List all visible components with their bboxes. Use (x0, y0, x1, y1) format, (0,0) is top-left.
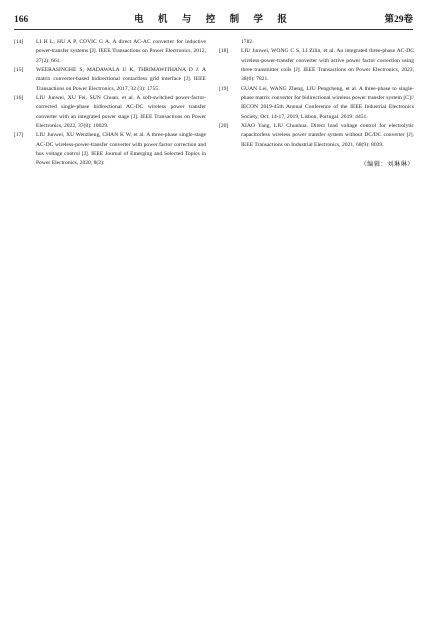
journal-title: 电 机 与 控 制 学 报 (134, 15, 293, 25)
reference-item (14, 66, 206, 94)
header-rule (14, 29, 413, 30)
right-column (219, 38, 414, 169)
reference-item (14, 131, 206, 168)
volume-label: 第29卷 (384, 15, 413, 25)
reference-text: LI H L, HU A P, COVIC G A. A direct AC-AC converter for inductive power-transfer systems [J]. IEEE Transactions on Power Electronics, 2012, 27(2): 661. (36, 39, 206, 64)
reference-text: GUAN Lei, WANG Zheng, LIU Pengcheng, et al. A three-phase to single-phase matrix converter for bidirectional wireless power transfer system [C]// IECON 2019-45th Annual Conference of the IEEE Industrial Electronics Society, Oct. 14-17, 2019, Lisbon, Portugal. 2019: 4451. (241, 85, 414, 120)
reference-item (219, 85, 414, 122)
reference-number: [18] (219, 48, 229, 55)
editor-note: （编辑：刘琳琳） (360, 161, 414, 169)
reference-number: [16] (14, 95, 24, 102)
reference-item (14, 38, 206, 66)
reference-text: LIU Junwei, WONG C S, LI Zilin, et al. An integrated three-phase AC-DC wireless-power-transfer converter with active power factor correction using three transmitter coils [J]. IEEE Transactions on Power Electronics, 2023, 38(6): 7821. (241, 48, 414, 83)
reference-number: [17] (14, 132, 24, 139)
page-number: 166 (14, 15, 29, 25)
reference-item (219, 122, 414, 150)
reference-number: [14] (14, 39, 24, 45)
reference-text: LIU Junwei, XU Wenzheng, CHAN K W, et al. A three-phase single-stage AC-DC wireless-power-transfer converter with power factor correction and bus voltage control [J]. IEEE Journal of Emerging and Selected Topics in Power Electronics, 2020, 8(2): (36, 132, 206, 167)
reference-continuation: 1782. (241, 39, 254, 45)
reference-item (219, 47, 414, 84)
reference-text: WEERASINGHE S, MADAWALA U K, THRIMAWITHANA D J. A matrix converter-based bidirectional contactless grid interface [J]. IEEE Transactions on Power Electronics, 2017, 32 (3): 1755. (36, 67, 206, 92)
reference-number: [19] (219, 85, 229, 92)
reference-text: LIU Junwei, XU Fei, SUN Chuan. et al. A soft-switched power-factor-corrected single-phase bidirectional AC-DC wireless power transfer converter with an integrated power stage [J]. IEEE Transactions on Power Electronics, 2022, 37(8): 10029. (36, 95, 206, 130)
page-header (14, 12, 413, 28)
reference-text: XIAO Yang, LIU Chunhua. Direct load voltage control for electrolytic capacitorless wireless power transfer system without DC/DC converter [J]. IEEE Transactions on Industrial Electronics, 2021, 68(9): 8039. (241, 123, 414, 148)
left-column (14, 38, 206, 169)
reference-number: [20] (219, 123, 229, 130)
reference-item (14, 94, 206, 131)
reference-number: [15] (14, 67, 24, 74)
